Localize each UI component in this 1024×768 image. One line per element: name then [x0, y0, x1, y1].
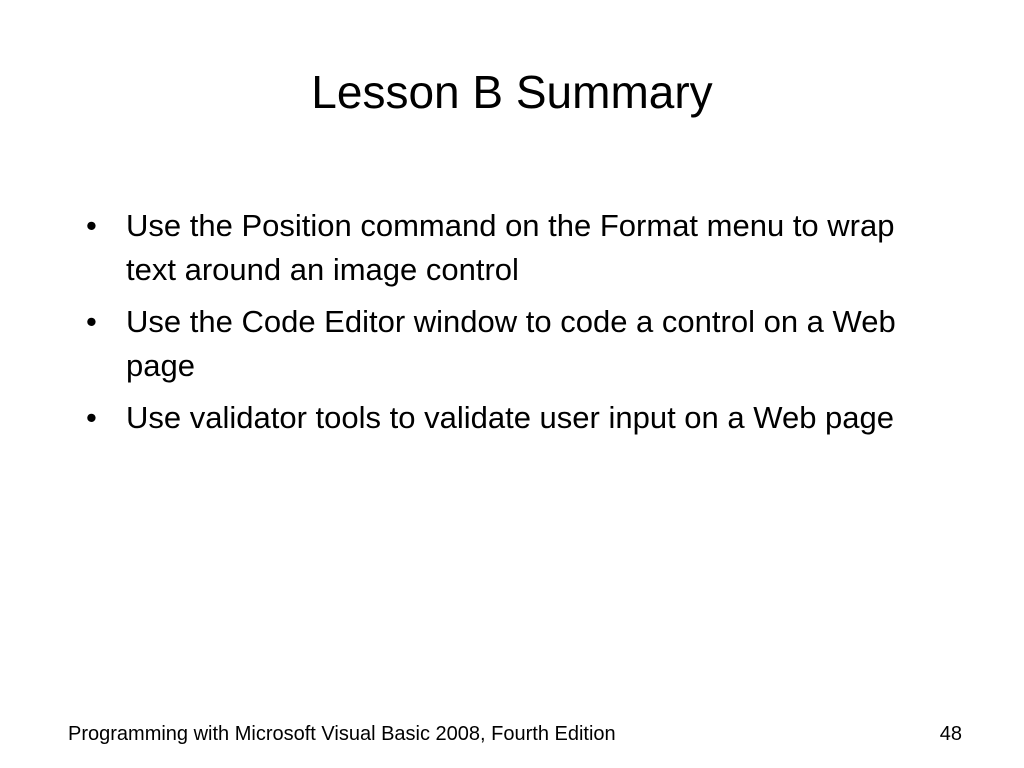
slide-title: Lesson B Summary [311, 66, 713, 118]
bullet-item [86, 396, 946, 440]
bullet-item [86, 300, 946, 388]
bullet-list [86, 204, 946, 448]
footer-book-title: Programming with Microsoft Visual Basic 2008, Fourth Edition [68, 723, 616, 745]
bullet-text: Use the Code Editor window to code a control on a Web page [126, 304, 896, 383]
bullet-item [86, 204, 946, 292]
bullet-dot-icon: • [86, 304, 97, 339]
bullet-text: Use validator tools to validate user input on a Web page [126, 400, 895, 435]
footer-page-number: 48 [939, 723, 962, 745]
bullet-text: Use the Position command on the Format menu to wrap text around an image control [126, 208, 895, 287]
bullet-dot-icon: • [86, 208, 97, 243]
bullet-dot-icon: • [86, 400, 97, 435]
